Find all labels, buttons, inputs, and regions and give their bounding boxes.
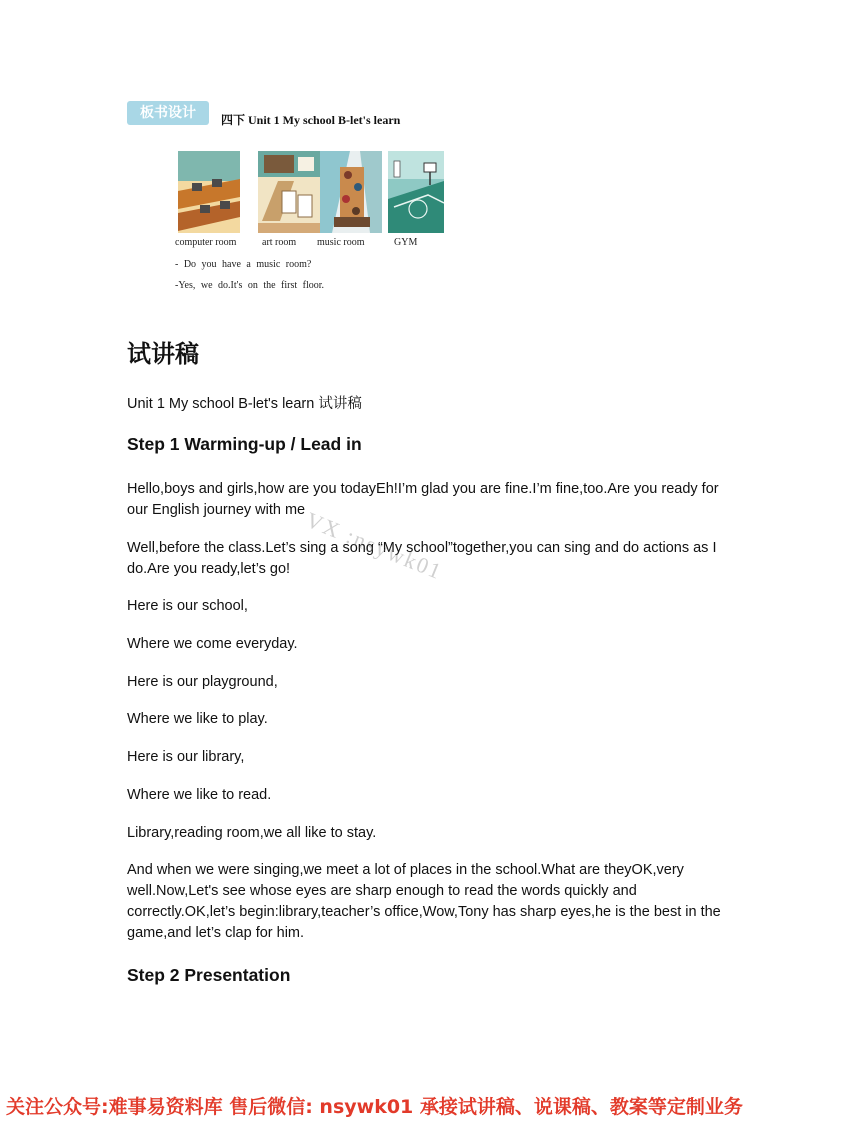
board-title: 四下 Unit 1 My school B-let's learn (221, 113, 401, 127)
label-art-room: art room (262, 237, 297, 248)
paragraph: Where we like to play. (127, 711, 268, 727)
step2-title: Step 2 Presentation (127, 965, 291, 985)
dialog-question: - Do you have a music room? (175, 259, 312, 270)
paragraph: Well,before the class.Let’s sing a song “My school”together,you can sing and do actions as I do.Are you ready,let’s go! (127, 540, 717, 577)
label-music-room: music room (317, 237, 365, 248)
step1-title: Step 1 Warming-up / Lead in (127, 434, 362, 454)
vocabulary-pictures (178, 151, 444, 235)
art-room-image (258, 151, 320, 233)
footer-promo: 关注公众号:难事易资料库 售后微信: nsywk01 承接试讲稿、说课稿、教案等定制业务 (6, 1096, 743, 1118)
page-heading: 试讲稿 (127, 340, 199, 368)
paragraph: Here is our school, (127, 598, 248, 614)
gym-image (388, 151, 444, 233)
paragraph: Library,reading room,we all like to stay. (127, 825, 377, 841)
label-computer-room: computer room (175, 237, 237, 248)
paragraph: And when we were singing,we meet a lot of places in the school.What are theyOK,very well.Now,Let's see whose eyes are sharp enough to read the words quickly and correctly.OK,let’s begin:library,teacher’s office,Wow,Tony has sharp eyes,he is the best in the game,and let’s clap for him. (127, 862, 721, 941)
paragraph: Where we like to read. (127, 787, 272, 803)
computer-room-image (178, 151, 240, 233)
music-room-image (320, 151, 382, 233)
paragraph: Where we come everyday. (127, 636, 298, 652)
paragraph: Here is our library, (127, 749, 245, 765)
paragraph: Hello,boys and girls,how are you todayEh!I’m glad you are fine.I’m fine,too.Are you ready for our English journey with me (127, 481, 719, 518)
label-gym: GYM (394, 237, 418, 248)
page-subtitle: Unit 1 My school B-let's learn 试讲稿 (127, 396, 362, 412)
board-design-badge: 板书设计 (127, 101, 209, 125)
dialog-answer: -Yes, we do.It's on the first floor. (175, 280, 325, 291)
watermark: VX :nsywk01 (302, 507, 447, 585)
paragraph: Here is our playground, (127, 674, 278, 690)
